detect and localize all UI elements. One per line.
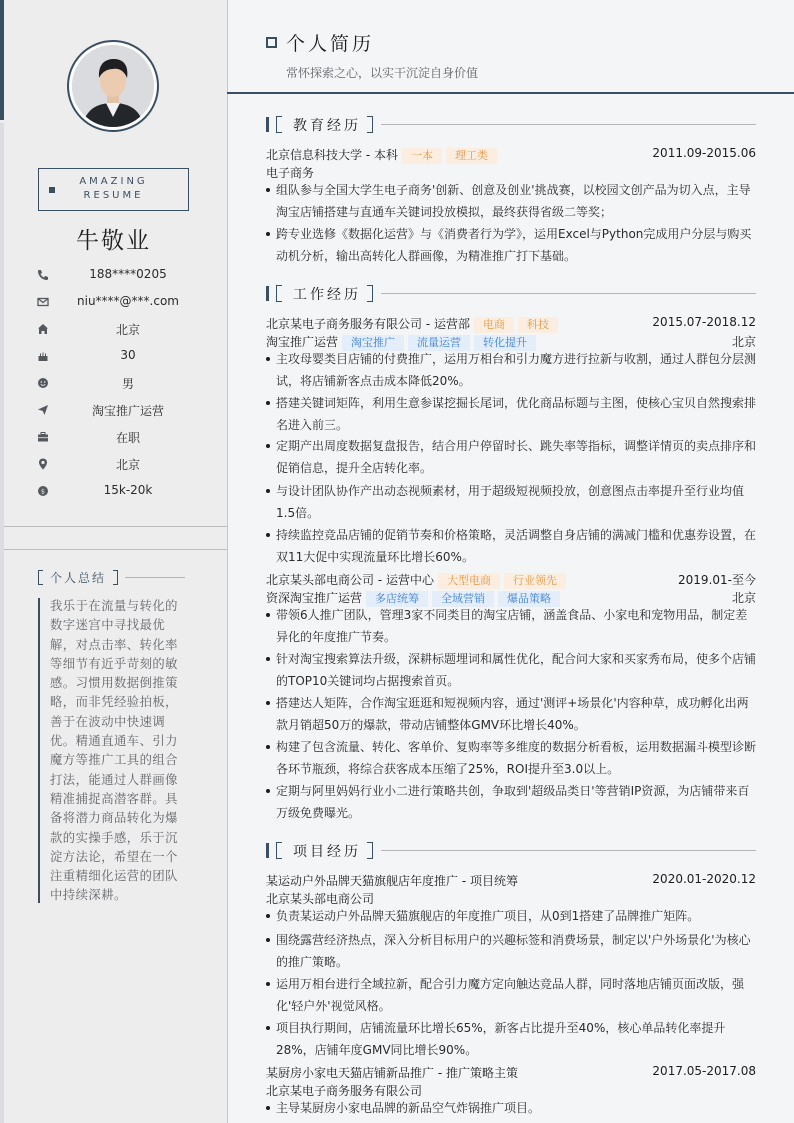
tag: 行业领先	[504, 573, 566, 589]
list-item	[266, 930, 756, 973]
company-name: 北京某头部电商公司 - 运营中心	[266, 573, 434, 587]
tag: 大型电商	[438, 573, 500, 589]
header-rule	[227, 92, 794, 94]
major: 电子商务	[266, 166, 315, 180]
bullet-icon	[266, 401, 270, 405]
bullet-icon	[266, 657, 270, 661]
bullet-icon	[266, 489, 270, 493]
square-bullet-icon	[49, 187, 55, 193]
tag: 淘宝推广	[342, 335, 404, 351]
tag: 转化提升	[474, 335, 536, 351]
bullet-icon	[266, 982, 270, 986]
list-item	[266, 974, 756, 1017]
project-row	[266, 871, 756, 889]
cake-icon	[36, 349, 50, 363]
job-city: 北京	[731, 591, 756, 605]
section-title: 项目经历	[293, 844, 361, 860]
job-date: 2015.07-2018.12	[652, 315, 756, 329]
summary-text: 我乐于在流量与转化的数字迷宫中寻找最优解，对点击率、转化率等细节有近乎苛刻的敏感。习惯用数据倒推策略，而非凭经验拍板，善于在波动中快速调优。精通直通车、引力魔方等推广工具的组合打法，能通过人群画像精准捕捉高潜客群。具备将潜力商品转化为爆款的实操手感，乐于沉淀方法论，希望在一个注重精细化运营的团队中持续深耕。	[50, 599, 178, 903]
section-title: 工作经历	[293, 287, 361, 303]
bracket-right-icon	[367, 842, 373, 859]
motto: 常怀探索之心，以实干沉淀自身价值	[286, 66, 479, 80]
section-rule	[381, 293, 756, 294]
list-item-text: 运用万相台进行全域拉新，配合引力魔方定向触达竞品人群，同时落地店铺页面改版，强化'轻户外'视觉风格。	[276, 977, 745, 1013]
info-age-text: 30	[120, 348, 136, 362]
section-heading-education	[266, 116, 756, 134]
job-city: 北京	[731, 335, 756, 349]
bracket-right-icon	[113, 570, 118, 585]
tag: 爆品策略	[498, 591, 560, 607]
info-city-text: 北京	[115, 458, 140, 472]
bracket-left-icon	[276, 842, 282, 859]
info-gender	[36, 374, 206, 392]
info-phone-text: 188****0205	[89, 267, 167, 281]
job-row	[266, 314, 756, 332]
summary-heading-rule	[125, 577, 185, 578]
info-position-text: 淘宝推广运营	[91, 404, 164, 418]
list-item-text: 组队参与全国大学生电子商务'创新、创意及创业'挑战赛，以校园文创产品为切入点，主导淘宝店铺搭建与直通车关键词投放模拟，最终获得省级二等奖；	[276, 183, 751, 219]
tag: 电商	[474, 317, 514, 333]
list-item	[266, 525, 756, 568]
info-home	[36, 320, 206, 338]
tag: 科技	[518, 317, 558, 333]
list-item-text: 带领6人推广团队，管理3家不同类目的淘宝店铺，涵盖食品、小家电和宠物用品，制定差异化的年度推广节奏。	[276, 608, 748, 644]
info-home-text: 北京	[115, 323, 140, 337]
badge-line-1: AMAZING	[79, 176, 148, 187]
list-item	[266, 481, 756, 524]
list-item	[266, 224, 756, 267]
bullet-icon	[266, 444, 270, 448]
svg-text:$: $	[40, 487, 46, 496]
list-item-text: 主导某厨房小家电品牌的新品空气炸锅推广项目。	[276, 1101, 541, 1115]
bracket-left-icon	[276, 285, 282, 302]
project-org: 北京某头部电商公司	[266, 892, 375, 906]
bullet-icon	[266, 745, 270, 749]
list-item	[266, 393, 756, 436]
bracket-left-icon	[276, 116, 282, 133]
info-status	[36, 428, 206, 446]
bullet-icon	[266, 188, 270, 192]
tag: 全域营销	[432, 591, 494, 607]
list-item	[266, 649, 756, 692]
project-name: 某运动户外品牌天猫旗舰店年度推广 - 项目统筹	[266, 874, 518, 888]
location-icon	[36, 457, 50, 471]
tag: 流量运营	[408, 335, 470, 351]
education-row	[266, 145, 756, 163]
square-bullet-icon	[266, 37, 277, 48]
section-title: 教育经历	[293, 118, 361, 134]
list-item-text: 构建了包含流量、转化、客单价、复购率等多维度的数据分析看板，运用数据漏斗模型诊断各环节瓶颈，将综合获客成本压缩了25%，ROI提升至3.0以上。	[276, 740, 757, 776]
list-item	[266, 180, 756, 223]
project-org-row	[266, 889, 756, 907]
bullet-icon	[266, 232, 270, 236]
send-icon	[36, 403, 50, 417]
list-item	[266, 1018, 756, 1061]
list-item-text: 与设计团队协作产出动态视频素材，用于超级短视频投放，创意图点击率提升至行业均值1.5倍。	[276, 484, 745, 520]
section-heading-work	[266, 285, 756, 303]
list-item-text: 定期产出周度数据复盘报告，结合用户停留时长、跳失率等指标，调整详情页的卖点排序和促销信息，提升全店转化率。	[276, 439, 757, 475]
sidebar-accent-bar	[0, 0, 4, 120]
project-date: 2020.01-2020.12	[652, 872, 756, 886]
list-item	[266, 906, 756, 928]
list-item	[266, 737, 756, 780]
list-item-text: 搭建关键词矩阵，利用生意参谋挖掘长尾词，优化商品标题与主图，使核心宝贝自然搜索排名进入前三。	[276, 396, 757, 432]
role-row	[266, 588, 756, 606]
list-item-text: 针对淘宝搜索算法升级，深耕标题埋词和属性优化，配合问大家和买家秀布局，使多个店铺的TOP10关键词均占据搜索首页。	[276, 652, 757, 688]
gender-icon	[36, 376, 50, 390]
bracket-right-icon	[367, 116, 373, 133]
candidate-name: 牛敬业	[76, 228, 151, 254]
briefcase-icon	[36, 430, 50, 444]
major-row	[266, 163, 756, 181]
bullet-icon	[266, 701, 270, 705]
home-icon	[36, 322, 50, 336]
person-portrait-icon	[72, 45, 154, 127]
info-status-text: 在职	[115, 431, 140, 445]
info-city	[36, 455, 206, 473]
tag: 一本	[402, 148, 442, 164]
project-org-row	[266, 1081, 756, 1099]
list-item-text: 项目执行期间，店铺流量环比增长65%，新客占比提升至40%，核心单品转化率提升28%，店铺年度GMV同比增长90%。	[276, 1021, 726, 1057]
bullet-icon	[266, 914, 270, 918]
list-item-text: 负责某运动户外品牌天猫旗舰店的年度推广项目，从0到1搭建了品牌推广矩阵。	[276, 909, 700, 923]
info-position	[36, 401, 206, 419]
tag: 理工类	[446, 148, 497, 164]
bullet-icon	[266, 533, 270, 537]
list-item-text: 围绕露营经济热点，深入分析目标用户的兴趣标签和消费场景，制定以'户外场景化'为核心的推广策略。	[276, 933, 751, 969]
summary-heading-text: 个人总结	[50, 571, 107, 585]
bullet-icon	[266, 1106, 270, 1110]
bullet-icon	[266, 1026, 270, 1030]
info-age	[36, 347, 206, 365]
email-icon	[36, 295, 50, 309]
summary-quote-bar	[38, 598, 40, 903]
amazing-resume-badge	[38, 168, 189, 211]
project-org: 北京某电子商务服务有限公司	[266, 1084, 423, 1098]
info-salary	[36, 482, 206, 500]
section-marker-icon	[266, 286, 269, 301]
project-row	[266, 1063, 756, 1081]
info-salary-text: 15k-20k	[103, 483, 153, 497]
bracket-left-icon	[38, 570, 43, 585]
avatar	[67, 40, 159, 132]
sidebar	[0, 0, 228, 1123]
list-item-text: 搭建达人矩阵，合作淘宝逛逛和短视频内容，通过'测评+场景化'内容种草，成功孵化出两款月销超50万的爆款，带动店铺整体GMV环比增长40%。	[276, 696, 749, 732]
list-item-text: 主攻母婴类目店铺的付费推广，运用万相台和引力魔方进行拉新与收割，通过人群包分层测试，将店铺新客点击成本降低20%。	[276, 352, 757, 388]
list-item	[266, 693, 756, 736]
bullet-icon	[266, 357, 270, 361]
job-date: 2019.01-至今	[678, 573, 756, 587]
project-name: 某厨房小家电天猫店铺新品推广 - 推广策略主策	[266, 1066, 518, 1080]
tag: 多店统筹	[366, 591, 428, 607]
section-heading-projects	[266, 842, 756, 860]
info-email-text: niu****@***.com	[77, 294, 179, 308]
list-item-text: 跨专业选修《数据化运营》与《消费者行为学》，运用Excel与Python完成用户分层与购买动机分析，输出高转化人群画像，为精准推广打下基础。	[276, 227, 752, 263]
sidebar-edge	[0, 123, 4, 1123]
sidebar-divider	[4, 526, 227, 527]
company-name: 北京某电子商务服务有限公司 - 运营部	[266, 317, 470, 331]
section-rule	[381, 124, 756, 125]
education-date: 2011.09-2015.06	[652, 146, 756, 160]
bracket-right-icon	[367, 285, 373, 302]
job-row	[266, 570, 756, 588]
list-item	[266, 1098, 756, 1120]
role-row	[266, 332, 756, 350]
list-item-text: 持续监控竞品店铺的促销节奏和价格策略，灵活调整自身店铺的满减门槛和优惠券设置，在双11大促中实现流量环比增长60%。	[276, 528, 757, 564]
section-rule	[381, 850, 756, 851]
page-title-text: 个人简历	[286, 33, 375, 55]
section-marker-icon	[266, 843, 269, 858]
bullet-icon	[266, 789, 270, 793]
info-gender-text: 男	[121, 377, 134, 391]
list-item	[266, 605, 756, 648]
school-name: 北京信息科技大学 - 本科	[266, 148, 398, 162]
info-phone	[36, 266, 206, 284]
list-item	[266, 436, 756, 479]
phone-icon	[36, 268, 50, 282]
list-item	[266, 349, 756, 392]
list-item	[266, 781, 756, 824]
badge-line-2: RESUME	[83, 190, 144, 201]
info-email	[36, 293, 206, 311]
bullet-icon	[266, 613, 270, 617]
sidebar-divider	[4, 549, 227, 550]
role-name: 资深淘宝推广运营	[266, 591, 363, 605]
avatar-photo	[72, 45, 154, 127]
project-date: 2017.05-2017.08	[652, 1064, 756, 1078]
bullet-icon	[266, 938, 270, 942]
salary-icon	[36, 484, 50, 498]
role-name: 淘宝推广运营	[266, 335, 339, 349]
list-item-text: 定期与阿里妈妈行业小二进行策略共创，争取到'超级品类日'等营销IP资源，为店铺带来百万级免费曝光。	[276, 784, 750, 820]
section-marker-icon	[266, 117, 269, 132]
